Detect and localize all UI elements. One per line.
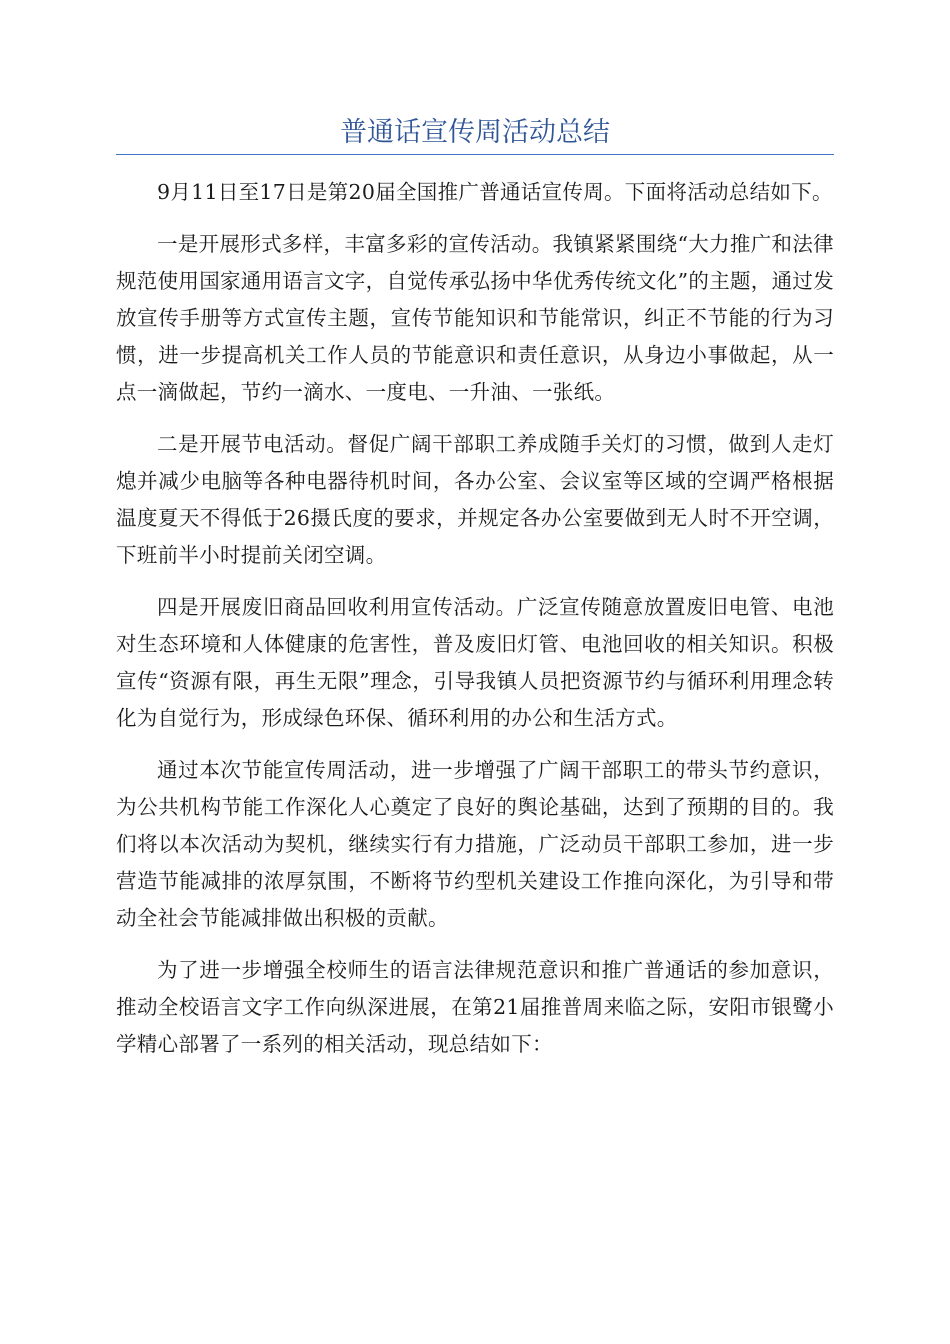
paragraph-recycling: 四是开展废旧商品回收利用宣传活动。广泛宣传随意放置废旧电管、电池对生态环境和人体健康的危害性，普及废旧灯管、电池回收的相关知识。积极宣传“资源有限，再生无限”理念，引导我镇人员把资源节约与循环利用理念转化为自觉行为，形成绿色环保、循环利用的办公和生活方式。: [116, 595, 834, 730]
paragraph-power-saving: 二是开展节电活动。督促广阔干部职工养成随手关灯的习惯，做到人走灯熄并减少电脑等各种电器待机时间，各办公室、会议室等区域的空调严格根据温度夏天不得低于26摄氏度的要求，并规定各办公室要做到无人时不开空调，下班前半小时提前关闭空调。: [116, 432, 834, 567]
paragraph-intro: 9月11日至17日是第20届全国推广普通话宣传周。下面将活动总结如下。: [157, 180, 833, 204]
title-underline: [116, 154, 834, 155]
paragraph-conclusion: 通过本次节能宣传周活动，进一步增强了广阔干部职工的带头节约意识，为公共机构节能工作深化人心奠定了良好的舆论基础，达到了预期的目的。我们将以本次活动为契机，继续实行有力措施，广泛动员干部职工参加，进一步营造节能减排的浓厚氛围，不断将节约型机关建设工作推向深化，为引导和带动全社会节能减排做出积极的贡献。: [116, 758, 834, 930]
paragraph-publicity: 一是开展形式多样，丰富多彩的宣传活动。我镇紧紧围绕“大力推广和法律规范使用国家通用语言文字，自觉传承弘扬中华优秀传统文化”的主题，通过发放宣传手册等方式宣传主题，宣传节能知识和节能常识，纠正不节能的行为习惯，进一步提高机关工作人员的节能意识和责任意识，从身边小事做起，从一点一滴做起，节约一滴水、一度电、一升油、一张纸。: [116, 232, 834, 404]
paragraph-school-summary: 为了进一步增强全校师生的语言法律规范意识和推广普通话的参加意识，推动全校语言文字工作向纵深进展，在第21届推普周来临之际，安阳市银鹭小学精心部署了一系列的相关活动，现总结如下：: [116, 958, 834, 1056]
document-body: [116, 174, 834, 1078]
document-title: 普通话宣传周活动总结: [340, 117, 610, 148]
